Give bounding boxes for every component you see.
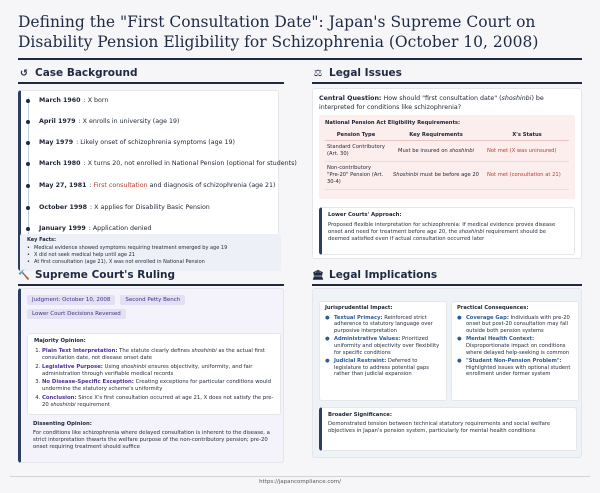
jurisprudential-impact: Jurisprudential Impact: ● Textual Primacy: Reinforced strict adherence to statutory language over purposive interpretation ● Administrative Values: Prioritized uniformity and objectivity over flexibility for specific conditions ● Judicial Restraint: Deferred to legislature to address potential gaps rather than judicial expansion <box>319 301 447 401</box>
broader-significance: Broader Significance: Demonstrated tension between technical statutory requirements and social welfare objectives in Japan's pension system, particularly for mental health conditions <box>319 407 577 451</box>
timeline-dot <box>26 206 30 210</box>
status-value: Not met (X was uninsured) <box>485 141 569 162</box>
ruling-badges <box>27 295 277 319</box>
column-header: Pension Type <box>325 130 387 141</box>
column-header: X's Status <box>485 130 569 141</box>
case-background-heading: ↺ Case Background <box>18 67 138 79</box>
page-title: Defining the "First Consultation Date": Japan's Supreme Court on Disability Pension Eligibility for Schizophrenia (October 10, 2008) <box>18 13 539 51</box>
table-row: Non-contributory "Pre-20" Pension (Art. 30-4) Shoshinbi must be before age 20 Not met (consultation at 21) <box>325 162 569 190</box>
timeline-dot <box>26 99 30 103</box>
title-divider <box>18 58 582 60</box>
bullet-info-icon: ● <box>457 314 462 321</box>
key-facts: Key Facts: • Medical evidence showed symptoms requiring treatment emerged by age 19 • X did not seek medical help until age 21 • At first consultation (age 21), X was not enrolled in National Pension <box>20 234 281 271</box>
timeline-item: January 1999 : Application denied <box>21 225 152 232</box>
timeline-item: May 1979 : Likely onset of schizophrenia symptoms (age 19) <box>21 139 235 146</box>
lower-courts-approach: Lower Courts' Approach: Proposed flexible interpretation for schizophrenia: If medical evidence proves disease onset and need for treatment before age 20, the shoshinbi requirement should be deemed satisfied even if actual consultation occurred later <box>319 207 575 255</box>
institution-icon: 🏛 <box>312 269 325 281</box>
practical-consequences: Practical Consequences: ● Coverage Gap: Individuals with pre-20 onset but post-20 consultation may fall outside both pension systems ● Mental Health Context: Disproportionate impact on conditions where delayed help-seeking is common ● "Student Non-Pension Problem": Highlighted issues with optional student enrollment under former system <box>451 301 579 401</box>
bullet-check-icon: ● <box>325 314 330 321</box>
majority-point: 1. Plain Text Interpretation: The statute clearly defines shoshinbi as the actual first consultation date, not disease onset date <box>42 348 274 362</box>
status-value: Not met (consultation at 21) <box>485 162 569 190</box>
timeline-item: October 1998 : X applies for Disability Basic Pension <box>21 204 210 211</box>
case-background-divider <box>18 82 284 84</box>
footer-link[interactable]: https://japancompliance.com/ <box>259 479 341 485</box>
legal-issues-heading: ⚖ Legal Issues <box>313 67 402 79</box>
majority-point: 3. No Disease-Specific Exception: Creating exceptions for particular conditions would undermine the statutory scheme's uniformity <box>42 379 274 393</box>
history-icon: ↺ <box>20 67 28 79</box>
timeline-item: March 1960 : X born <box>21 97 108 104</box>
legal-issues-panel <box>312 88 582 259</box>
scales-icon: ⚖ <box>313 67 323 79</box>
legal-issues-divider <box>312 82 582 84</box>
majority-point: 4. Conclusion: Since X's first consultation occurred at age 21, X does not satisfy the pre-20 shoshinbi requirement <box>42 395 274 409</box>
majority-opinion: Majority Opinion: 1. Plain Text Interpretation: The statute clearly defines shoshinbi as the actual first consultation date, not disease onset date 2. Legislative Purpose: Using shoshinbi ensures objectivity, uniformity, and fair administration through verifiable medical records 3. No Disease-Specific Exception: Creating exceptions for particular conditions would undermine the statutory scheme's uniformity 4. Conclusion: Since X's first consultation occurred at age 21, X does not satisfy the pre-20 shoshinbi requirement <box>27 333 281 415</box>
timeline-item: April 1979 : X enrolls in university (age 19) <box>21 118 179 125</box>
timeline-dot <box>26 120 30 124</box>
implication-item: ● Judicial Restraint: Deferred to legislature to address potential gaps rather than judicial expansion <box>325 358 429 378</box>
bullet-info-icon: ● <box>457 358 462 365</box>
status-badge: Judgment: October 10, 2008 <box>27 295 115 305</box>
implication-item: ● "Student Non-Pension Problem": Highlighted issues with optional student enrollment under former system <box>457 358 571 378</box>
implication-item: ● Mental Health Context: Disproportionate impact on conditions where delayed help-seeking is common <box>457 336 570 356</box>
status-badge: Lower Court Decisions Reversed <box>27 309 126 319</box>
key-fact: • At first consultation (age 21), X was not enrolled in National Pension <box>27 259 274 266</box>
bullet-check-icon: ● <box>325 358 330 365</box>
bullet-check-icon: ● <box>325 336 330 343</box>
implications-panel <box>312 288 582 458</box>
eligibility-requirements: National Pension Act Eligibility Requirements: Pension Type Key Requirements X's Status Standard Contributory (Art. 30) Must be insured on shoshinbi Not met (X was uninsured) Non-contributory "Pre-20" Pension (Art. 30-4) Shoshinbi must be before age 20 Not met (consultation at 21) <box>319 115 575 199</box>
status-badge: Second Petty Bench <box>120 295 185 305</box>
table-row: Standard Contributory (Art. 30) Must be insured on shoshinbi Not met (X was uninsured) <box>325 141 569 162</box>
ruling-divider <box>18 284 284 286</box>
requirements-table <box>325 130 569 190</box>
implication-item: ● Administrative Values: Prioritized uniformity and objectivity over flexibility for specific conditions <box>325 336 440 356</box>
key-fact: • X did not seek medical help until age 21 <box>27 252 274 259</box>
timeline-dot <box>26 141 30 145</box>
implication-item: ● Coverage Gap: Individuals with pre-20 onset but post-20 consultation may fall outside both pension systems <box>457 314 570 334</box>
ruling-panel <box>18 288 284 463</box>
majority-point: 2. Legislative Purpose: Using shoshinbi ensures objectivity, uniformity, and fair administration through verifiable medical records <box>42 364 274 378</box>
implications-divider <box>312 284 582 286</box>
timeline-dot <box>26 227 30 231</box>
timeline-dot <box>26 184 30 188</box>
gavel-icon: 🔨 <box>18 269 30 281</box>
implications-heading: 🏛 Legal Implications <box>312 269 438 281</box>
footer-divider <box>10 476 590 477</box>
column-header: Key Requirements <box>387 130 485 141</box>
dissenting-opinion: Dissenting Opinion: For conditions like schizophrenia where delayed consultation is inherent to the disease, a strict interpretation thwarts the welfare purpose of the non-contributory pension; pre-20 onset requiring treatment should suffice <box>33 421 270 450</box>
implication-item: ● Textual Primacy: Reinforced strict adherence to statutory language over purposive interpretation <box>325 314 433 334</box>
timeline-dot <box>26 162 30 166</box>
timeline-item: May 27, 1981 : First consultation and diagnosis of schizophrenia (age 21) <box>21 182 276 189</box>
bullet-info-icon: ● <box>457 336 462 343</box>
key-fact: • Medical evidence showed symptoms requiring treatment emerged by age 19 <box>27 245 274 252</box>
ruling-heading: 🔨 Supreme Court's Ruling <box>18 269 176 281</box>
central-question: Central Question: How should "first consultation date" (shoshinbi) be interpreted for conditions like schizophrenia? <box>319 95 544 111</box>
timeline-item: March 1980 : X turns 20, not enrolled in National Pension (optional for students) <box>21 160 297 167</box>
